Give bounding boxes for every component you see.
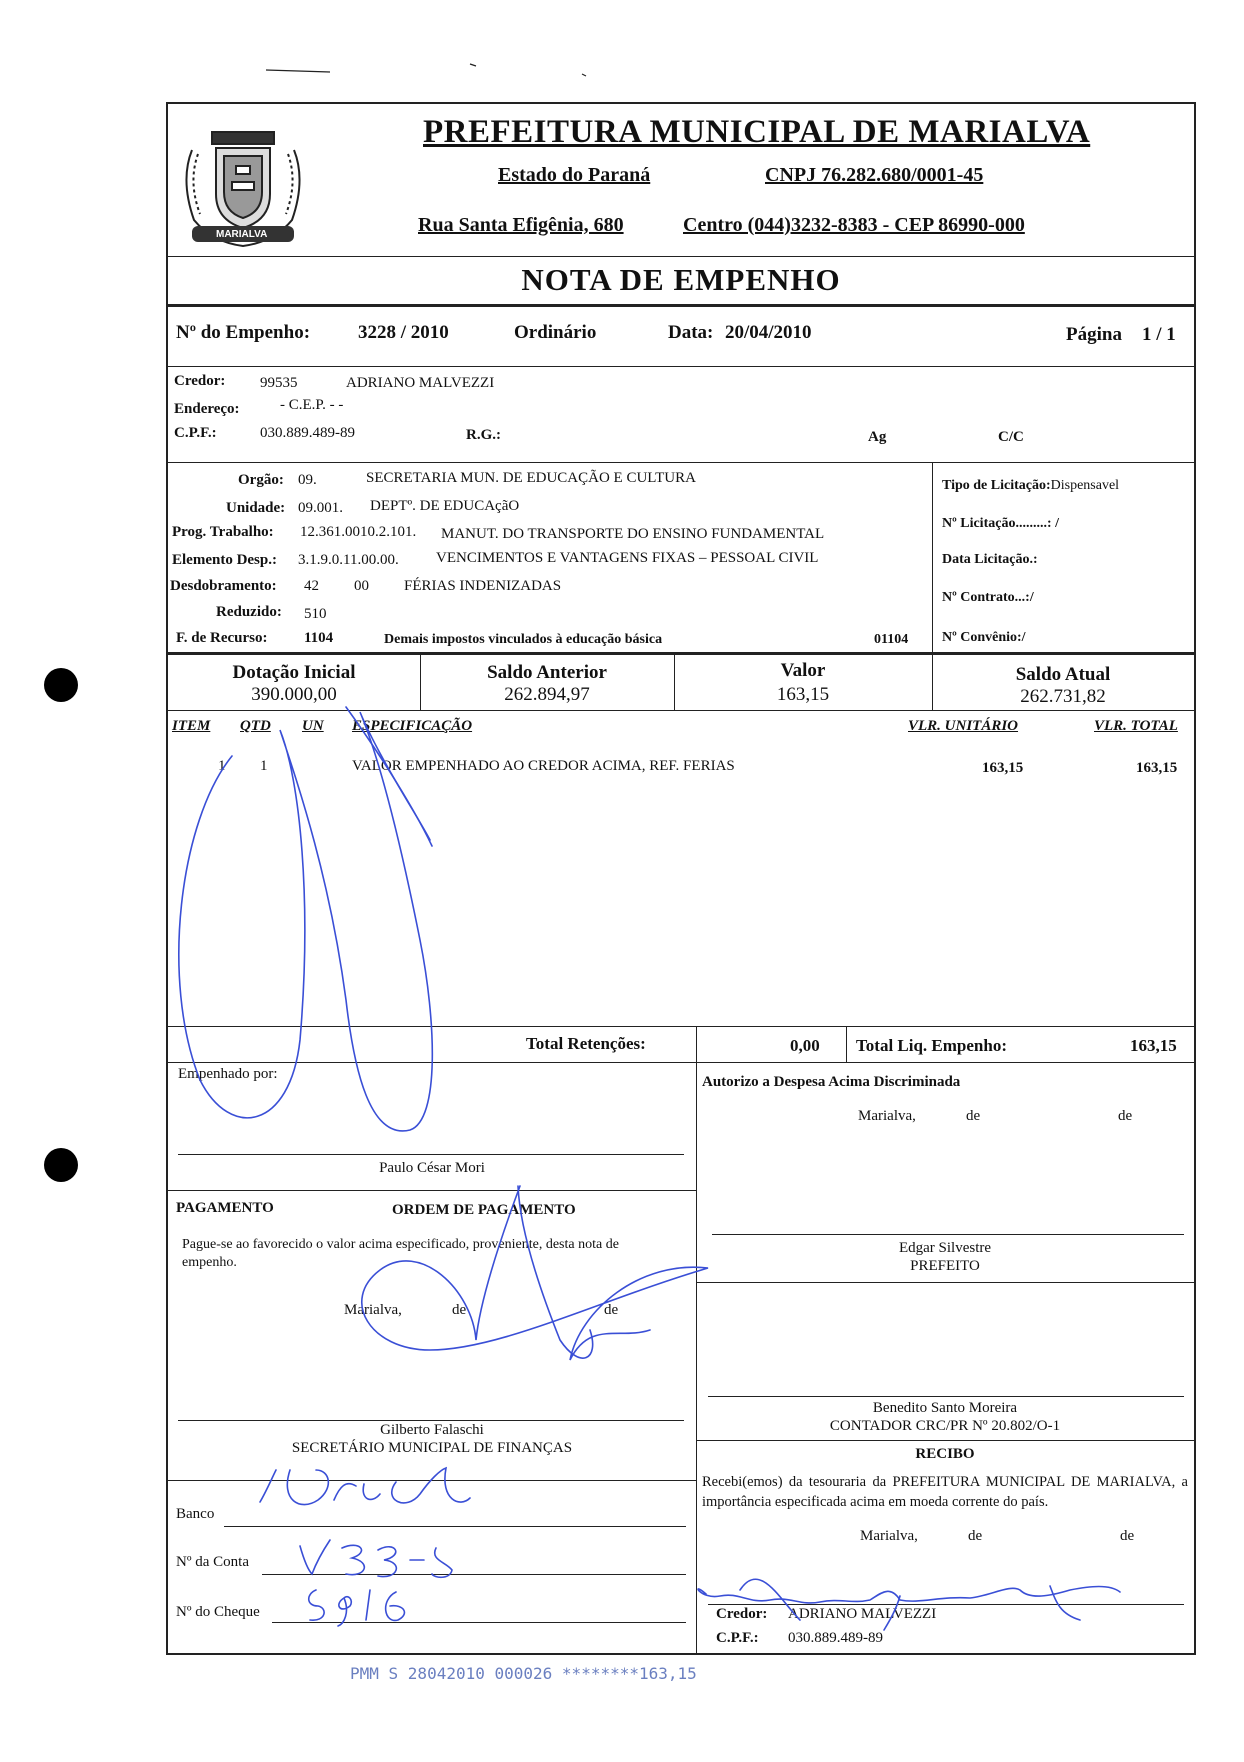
valor-value: 163,15 [776, 684, 830, 705]
row-vlr-total: 163,15 [1136, 760, 1178, 776]
empenho-document [166, 102, 1196, 1655]
recurso-code: 1104 [304, 630, 334, 646]
orgao-value: SECRETARIA MUN. DE EDUCAÇÃO E CULTURA [366, 470, 696, 486]
licitacao-number-label: Nº Licitação.........: / [942, 516, 1059, 531]
dotacao-label: Dotação Inicial [232, 662, 356, 683]
pagamento-place: Marialva, [344, 1302, 402, 1318]
ag-label: Ag [868, 429, 887, 445]
unidade-code: 09.001. [298, 500, 343, 516]
punch-hole-top [44, 668, 78, 702]
desdobramento-label: Desdobramento: [170, 578, 277, 594]
saldo-atual-value: 262.731,82 [1020, 686, 1106, 707]
saldo-anterior-label: Saldo Anterior [487, 662, 607, 683]
contador-role: CONTADOR CRC/PR Nº 20.802/O-1 [829, 1418, 1061, 1434]
municipality-title: PREFEITURA MUNICIPAL DE MARIALVA [423, 114, 1091, 150]
recibo-de-1: de [968, 1528, 983, 1544]
saldo-atual-label: Saldo Atual [1015, 664, 1111, 685]
empenho-number-label: Nº do Empenho: [176, 322, 311, 343]
coat-of-arms-emblem [172, 110, 314, 252]
empenhado-label: Empenhado por: [178, 1066, 278, 1082]
autorizo-signer-role: PREFEITO [910, 1258, 980, 1274]
recibo-title: RECIBO [915, 1446, 975, 1462]
elemento-value: VENCIMENTOS E VANTAGENS FIXAS – PESSOAL CIVIL [436, 550, 819, 566]
recibo-place: Marialva, [860, 1528, 918, 1544]
empenho-number: 3228 / 2010 [358, 322, 449, 343]
prog-code: 12.361.0010.2.101. [300, 524, 417, 540]
elemento-code: 3.1.9.0.11.00.00. [298, 552, 399, 568]
punch-hole-bottom [44, 1148, 78, 1182]
page-label: Página [1066, 324, 1122, 345]
contador-signer: Benedito Santo Moreira [872, 1400, 1018, 1416]
cpf-label: C.P.F.: [174, 425, 217, 441]
desdobramento-value: FÉRIAS INDENIZADAS [404, 578, 562, 594]
cc-label: C/C [998, 429, 1024, 445]
retencoes-value: 0,00 [790, 1036, 820, 1055]
pagamento-signer: Gilberto Falaschi [380, 1422, 484, 1438]
row-item: 1 [218, 758, 226, 774]
credor-code: 99535 [260, 375, 298, 391]
unidade-value: DEPTº. DE EDUCAçãO [370, 498, 520, 514]
pagamento-signer-role: SECRETÁRIO MUNICIPAL DE FINANÇAS [291, 1440, 573, 1456]
reduzido-value: 510 [304, 606, 327, 622]
recibo-cpf-value: 030.889.489-89 [788, 1630, 883, 1646]
page-number: 1 / 1 [1142, 324, 1176, 345]
row-espec: VALOR EMPENHADO AO CREDOR ACIMA, REF. FERIAS [352, 758, 735, 774]
col-un-header: UN [302, 718, 324, 734]
row-qtd: 1 [260, 758, 268, 774]
valor-label: Valor [780, 660, 826, 681]
prog-label: Prog. Trabalho: [172, 524, 274, 540]
saldo-anterior-value: 262.894,97 [504, 684, 590, 705]
col-vlr-total-header: VLR. TOTAL [1094, 718, 1178, 734]
pagamento-title: PAGAMENTO [176, 1200, 274, 1216]
state-label: Estado do Paraná [498, 164, 651, 186]
address-label: Rua Santa Efigênia, 680 [418, 214, 624, 236]
desdobramento-code: 42 [304, 578, 319, 594]
col-qtd-header: QTD [240, 718, 271, 734]
recibo-text: Recebi(emos) da tesouraria da PREFEITURA MUNICIPAL DE MARIALVA, a importância especificada acima em moeda corrente do país. [702, 1474, 1188, 1510]
convenio-label: Nº Convênio:/ [942, 630, 1026, 645]
elemento-label: Elemento Desp.: [172, 552, 277, 568]
pagamento-de-1: de [452, 1302, 467, 1318]
orgao-label: Orgão: [238, 472, 284, 488]
cnpj-label: CNPJ 76.282.680/0001-45 [765, 164, 984, 186]
recurso-label: F. de Recurso: [176, 630, 268, 646]
recibo-credor-label: Credor: [716, 1606, 768, 1622]
autorizo-de-2: de [1118, 1108, 1133, 1124]
rg-label: R.G.: [466, 427, 501, 443]
autorizo-title: Autorizo a Despesa Acima Discriminada [702, 1074, 961, 1090]
empenho-date-label: Data: [668, 322, 714, 343]
coat-of-arms-ribbon-text: MARIALVA [216, 229, 268, 240]
credor-label: Credor: [174, 373, 226, 389]
empenhado-signer: Paulo César Mori [379, 1160, 485, 1176]
col-item-header: ITEM [172, 718, 211, 734]
recibo-credor-name: ADRIANO MALVEZZI [788, 1606, 937, 1622]
endereco-label: Endereço: [174, 401, 240, 417]
reduzido-label: Reduzido: [216, 604, 282, 620]
autorizo-signer: Edgar Silvestre [898, 1240, 992, 1256]
pagamento-de-2: de [604, 1302, 619, 1318]
desdobramento-sub: 00 [354, 578, 369, 594]
licitacao-date-label: Data Licitação.: [942, 552, 1038, 567]
cpf-value: 030.889.489-89 [260, 425, 355, 441]
empenho-type: Ordinário [514, 322, 597, 343]
col-espec-header: ESPECIFICAÇÃO [352, 718, 473, 734]
ordem-pagamento-title: ORDEM DE PAGAMENTO [392, 1202, 576, 1218]
pagamento-text: Pague-se ao favorecido o valor acima especificado, proveniente, desta nota de empenho. [182, 1237, 619, 1270]
col-vlr-unit-header: VLR. UNITÁRIO [908, 718, 1019, 734]
licitacao-type-label: Tipo de Licitação:Dispensavel [942, 478, 1120, 493]
dotacao-value: 390.000,00 [251, 684, 337, 705]
autorizo-place: Marialva, [858, 1108, 916, 1124]
machine-stamp: PMM S 28042010 000026 ********163,15 [350, 1664, 697, 1683]
orgao-code: 09. [298, 472, 317, 488]
prog-value: MANUT. DO TRANSPORTE DO ENSINO FUNDAMENTAL [441, 526, 825, 542]
contrato-label: Nº Contrato...:/ [942, 590, 1034, 605]
recibo-de-2: de [1120, 1528, 1135, 1544]
banco-label: Banco [176, 1506, 215, 1522]
document-title: NOTA DE EMPENHO [521, 262, 841, 297]
liq-value: 163,15 [1130, 1036, 1177, 1055]
recurso-number: 01104 [874, 632, 909, 647]
liq-label: Total Liq. Empenho: [856, 1036, 1007, 1055]
recurso-value: Demais impostos vinculados à educação básica [384, 632, 663, 647]
recibo-cpf-label: C.P.F.: [716, 1630, 759, 1646]
retencoes-label: Total Retenções: [526, 1034, 646, 1053]
endereco-value: - C.E.P. - - [280, 397, 344, 413]
unidade-label: Unidade: [226, 500, 286, 516]
cheque-label: Nº do Cheque [176, 1604, 260, 1620]
conta-label: Nº da Conta [176, 1554, 249, 1570]
autorizo-de-1: de [966, 1108, 981, 1124]
empenho-date: 20/04/2010 [725, 322, 812, 343]
contact-label: Centro (044)3232-8383 - CEP 86990-000 [683, 214, 1025, 236]
credor-name: ADRIANO MALVEZZI [346, 375, 495, 391]
row-vlr-unit: 163,15 [982, 760, 1024, 776]
